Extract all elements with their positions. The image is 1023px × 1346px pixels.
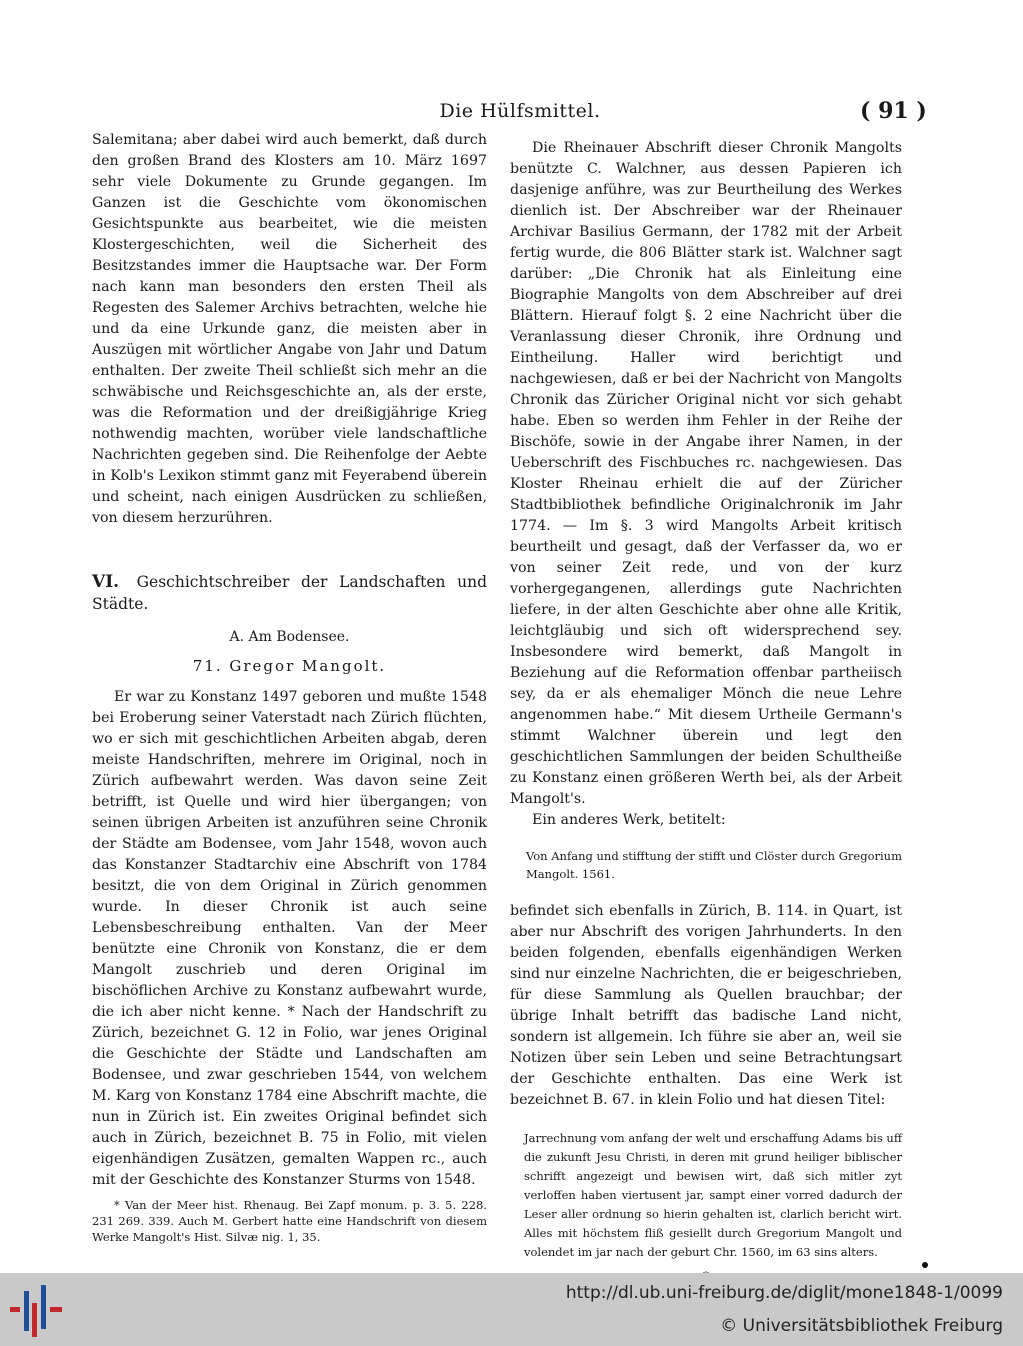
logo-bar — [41, 1285, 46, 1329]
block-quote: Von Anfang und stifftung der stifft und Clöster durch Gregorium Mangolt. 1561. — [526, 849, 902, 881]
logo-bar — [50, 1307, 62, 1312]
source-url-link[interactable]: http://dl.ub.uni-freiburg.de/diglit/mone1848-1/0099 — [565, 1283, 1003, 1303]
section-heading — [92, 571, 487, 615]
page-number: ( 91 ) — [860, 98, 927, 124]
copyright-text: © Universitätsbibliothek Freiburg — [720, 1316, 1003, 1336]
section-title: Geschichtschreiber der Landschaften und Städte. — [92, 573, 487, 613]
section-number: VI. — [92, 572, 120, 592]
paragraph: Er war zu Konstanz 1497 geboren und mußte 1548 bei Eroberung seiner Vaterstadt nach Zürich flüchten, wo er sich mit geschichtlichen Arbeiten abgab, deren meiste Handschriften, mehrere im Original, noch in Zürich aufbewahrt werden. Was davon seine Zeit betrifft, ist Quelle und wird hier übergangen; von seinen übrigen Arbeiten ist anzuführen seine Chronik der Städte am Bodensee, vom Jahr 1548, wovon auch das Konstanzer Stadtarchiv eine Abschrift von 1784 besitzt, die von dem Original in Zürich genommen wurde. In dieser Chronik ist auch seine Lebensbeschreibung enthalten. Van der Meer benützte eine Chronik von Konstanz, die er dem Mangolt zuschrieb und deren Original im bischöflichen Archive zu Konstanz aufbewahrt wurde, die ich aber nicht kenne. * Nach der Handschrift zu Zürich, bezeichnet G. 12 in Folio, war jenes Original die Geschichte der Städte und Landschaften am Bodensee, und zwar geschrieben 1544, von welchem M. Karg von Konstanz 1784 eine Abschrift machte, die nun in Zürich ist. Ein zweites Original befindet sich auch in Zürich, bezeichnet B. 75 in Folio, mit vielen eigenhändigen Zusätzen, gemalten Wappen rc., auch mit der Geschichte des Konstanzer Sturms von 1548. — [92, 689, 487, 1188]
running-header: Die Hülfsmittel. — [439, 100, 601, 122]
footer-bar — [0, 1273, 1023, 1346]
left-column — [92, 130, 487, 1245]
paragraph: befindet sich ebenfalls in Zürich, B. 114. in Quart, ist aber nur Abschrift des vorigen Jahrhunderts. In den beiden folgenden, ebenfalls eigenhändigen Werken sind nur einzelne Nachrichten, die er beigeschrieben, für diese Sammlung als Quellen brauchbar; der übrige Inhalt betrifft das badische Land nicht, sondern ist allgemein. Ich führe sie aber an, weil sie Notizen über sein Leben und seine Betrachtungsart der Geschichte enthalten. Das eine Werk ist bezeichnet B. 67. in klein Folio und hat diesen Titel: — [510, 903, 902, 1108]
footnote: * Van der Meer hist. Rhenaug. Bei Zapf monum. p. 3. 5. 228. 231 269. 339. Auch M. Gerbert hatte eine Handschrift von diesem Werke Mangolt's Hist. Silvæ nig. 1, 35. — [92, 1198, 487, 1244]
logo-bar — [10, 1307, 20, 1312]
logo-bar — [24, 1291, 29, 1331]
right-column — [510, 138, 902, 1287]
block-quote: Jarrechnung vom anfang der welt und erschaffung Adams bis uff die zukunft Jesu Christi, in deren mit grund heiliger biblischer schrifft angezeigt und bewisen wirt, daß sich mitler zyt verloffen haben viertusent jar, sampt einer vorred dadurch der Leser aller ordnung so hierin gehalten ist, clarlich bericht wirt. Alles mit höchstem fliß gesiellt durch Gregorium Mangolt und volendet im jar nach der geburt Chr. 1560, im 63 sins alters. — [524, 1131, 902, 1259]
subheading: A. Am Bodensee. — [229, 629, 350, 645]
paragraph: Salemitana; aber dabei wird auch bemerkt, daß durch den großen Brand des Klosters am 10. März 1697 sehr viele Dokumente zu Grunde gegangen. Im Ganzen ist die Geschichte vom ökonomischen Gesichtspunkte aus bearbeitet, wie die meisten Klostergeschichten, weil die Sicherheit des Besitzstandes immer die Hauptsache war. Der Form nach kann man besonders den ersten Theil als Regesten des Salemer Archivs betrachten, welche hie und da eine Urkunde ganz, die meisten aber in Auszügen mit wörtlicher Angabe von Jahr und Datum enthalten. Der zweite Theil schließt sich mehr an die schwäbische und Reichsgeschichte an, als der erste, was die Reformation und der dreißigjährige Krieg nothwendig machten, worüber viele landschaftliche Nachrichten gegeben sind. Die Reihenfolge der Aebte in Kolb's Lexikon stimmt ganz mit Feyerabend überein und scheint, nach einigen Ausdrücken zu schließen, von diesem herzurühren. — [92, 132, 487, 526]
entry-title: 71. Gregor Mangolt. — [192, 657, 387, 675]
paragraph: Ein anderes Werk, betitelt: — [532, 812, 726, 828]
library-logo-icon — [10, 1285, 66, 1337]
ink-dot — [922, 1262, 928, 1268]
paragraph: Die Rheinauer Abschrift dieser Chronik Mangolts benützte C. Walchner, aus dessen Papieren ich dasjenige anführe, was zur Beurtheilung des Werkes dienlich ist. Der Abschreiber war der Rheinauer Archivar Basilius Germann, der 1782 mit der Arbeit fertig wurde, die 806 Blätter stark ist. Walchner sagt darüber: „Die Chronik hat als Einleitung eine Biographie Mangolts von dem Abschreiber auf drei Blättern. Hierauf folgt §. 2 eine Nachricht über die Veranlassung dieser Chronik, ihre Ordnung und Eintheilung. Haller wird berichtigt und nachgewiesen, daß er bei der Nachricht von Mangolts Chronik das Züricher Original nicht vor sich gehabt habe. Eben so werden ihm Fehler in der Reihe der Bischöfe, sowie in der Angabe ihrer Namen, in der Ueberschrift des Fischbuches rc. nachgewiesen. Das Kloster Rheinau erhielt die auf der Züricher Stadtbibliothek befindliche Originalchronik im Jahr 1774. — Im §. 3 wird Mangolts Arbeit kritisch beurtheilt und gesagt, daß der Verfasser da, wo er von seiner Zeit rede, und von der kurz vorhergegangenen, allerdings gute Nachrichten liefere, in der alten Geschichte aber ohne alle Kritik, leichtgläubig und sich oft widersprechend sey. Insbesondere wird bemerkt, daß Mangolt in Beziehung auf die Reformation offenbar partheiisch sey, da er als ehemaliger Mönch die neue Lehre angenommen habe.“ Mit diesem Urtheile Germann's stimmt Walchner überein und legt den geschichtlichen Sammlungen der beiden Schultheiße zu Konstanz einen größeren Werth bei, als der Arbeit Mangolt's. — [510, 140, 902, 807]
logo-bar — [32, 1303, 37, 1337]
